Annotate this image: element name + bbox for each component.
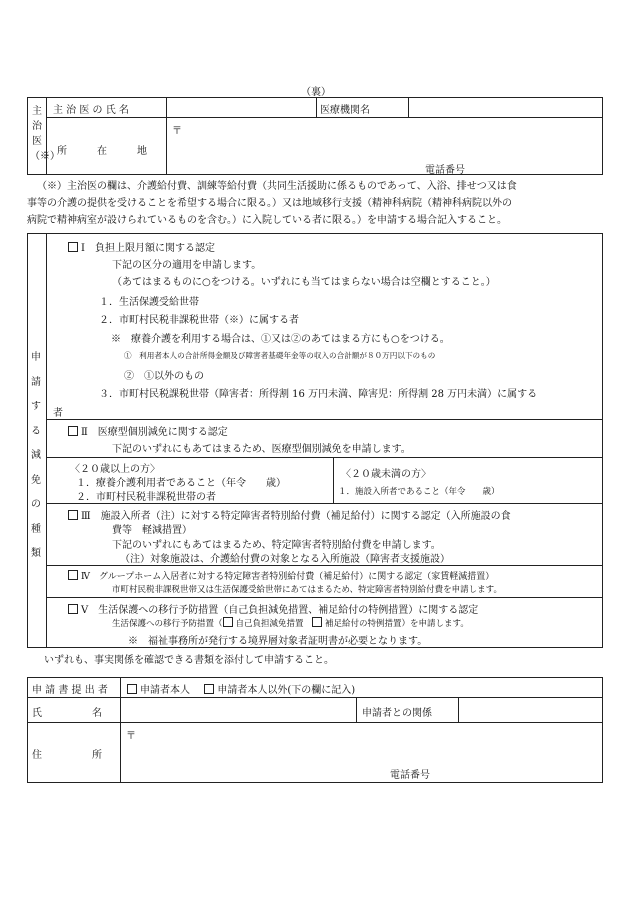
relation-label: 申請者との関係 [362,708,432,719]
applicant-name-field[interactable] [122,699,354,720]
doctor-note-line-1: （※）主治医の欄は、介護給付費、訓練等給付費（共同生活援助に係るものであって、入浴、排せつ又は食 [37,181,517,192]
applicant-name-label: 氏 名 [32,708,102,719]
institution-label: 医療機関名 [320,105,370,116]
attachment-note: いずれも、事実関係を確認できる書類を添付して申請すること。 [44,655,334,666]
doctor-note-line-2: 事等の介護の提供を受けることを希望する場合に限る。）又は地域移行支援（精神科病院（精神科病院以外の [27,198,512,209]
reduction-side-label: 申請する減免の種類 [31,352,41,559]
self-pay-reduction-checkbox[interactable] [223,617,233,627]
section-4-title [68,569,494,582]
section-5-line-1-a: 生活保護への移行予防措置（ [112,619,223,629]
doctor-address-label: 所 在 地 [57,146,147,157]
section-3-title-cont: 費等 軽減措置） [112,525,192,536]
doctor-side-label: 主治医（※） [30,106,60,162]
doctor-note-line-3: 病院で精神病室が設けられているものを含む。）に入院している者に限る。）を申請する場合記入すること。 [27,215,507,226]
section-1-title [68,239,215,254]
section-1-line-2: （あてはまるものに○をつける。いずれにも当てはまらない場合は空欄とすること。） [112,277,496,288]
section-1-item-3[interactable]: ３．市町村民税課税世帯（障害者：所得割 16 万円未満、障害児：所得割 28 万円未満）に属する [99,389,538,400]
section-5-checkbox[interactable] [68,604,78,614]
section-5-line-1-c: 補足給付の特例措置）を申請します。 [325,619,469,629]
doctor-phone-label: 電話番号 [425,165,465,176]
section-3-checkbox[interactable] [68,510,78,520]
section-2-line-1: 下記のいずれにもあてはまるため、医療型個別減免を申請します。 [112,444,411,455]
section-1-item-2[interactable]: ２．市町村民税非課税世帯（※）に属する者 [99,315,299,326]
relation-field[interactable] [460,699,600,720]
section-1-title-text: Ⅰ 負担上限月額に関する認定 [81,243,215,254]
section-2-checkbox[interactable] [68,426,78,436]
section-1-checkbox[interactable] [68,242,78,252]
section-1-sub-2[interactable]: ② ①以外のもの [124,371,204,382]
section-5-line-1 [112,617,469,629]
applicant-postal-mark: 〒 [126,731,136,742]
submitter-label: 申 請 書 提 出 者 [32,685,108,696]
supplementary-special-checkbox[interactable] [312,617,322,627]
section-1-item-1[interactable]: １．生活保護受給世帯 [99,297,199,308]
applicant-phone-label: 電話番号 [390,770,430,781]
applicant-address-field[interactable] [122,724,600,764]
doctor-address-field[interactable] [168,119,598,157]
section-1-item-3-cont: 者 [53,408,63,419]
section-1-note: ※ 療養介護を利用する場合は、①又は②のあてはまる方にも○をつける。 [111,334,450,345]
submitter-self-label: 申請者本人 [140,685,190,696]
section-5-title [68,601,478,616]
section-1-line-1: 下記の区分の適用を申請します。 [112,260,262,271]
section-2-title-text: Ⅱ 医療型個別減免に関する認定 [81,427,228,438]
doctor-postal-mark: 〒 [172,126,182,137]
section-4-checkbox[interactable] [68,570,78,580]
section-3-title-text: Ⅲ 施設入所者（注）に対する特定障害者特別給付費（補足給付）に関する認定（入所施設の食 [81,511,511,522]
over20-item-2[interactable]: ２．市町村民税非課税世帯の者 [76,492,216,503]
section-3-note: （注）対象施設は、介護給付費の対象となる入所施設（障害者支援施設） [120,554,450,565]
section-2-title [68,423,228,438]
over20-title: 〈２０歳以上の方〉 [70,464,160,475]
section-5-title-text: Ⅴ 生活保護への移行予防措置（自己負担減免措置、補足給付の特例措置）に関する認定 [81,605,479,616]
submitter-options [127,681,355,696]
doctor-name-label: 主 治 医 の 氏 名 [53,105,129,116]
section-4-title-text: Ⅳ グループホーム入居者に対する特定障害者特別給付費（補足給付）に関する認定（家賃軽減措置） [81,572,495,582]
submitter-self-checkbox[interactable] [127,684,137,694]
submitter-other-label: 申請者本人以外(下の欄に記入) [217,685,356,696]
under20-item-1[interactable]: １．施設入所者であること（年令 歳） [338,487,500,497]
applicant-address-label: 住 所 [32,750,102,761]
section-4-line-1: 市町村民税非課税世帯又は生活保護受給世帯にあてはまるため、特定障害者特別給付費を申請します。 [112,585,502,595]
section-1-sub-1[interactable]: ① 利用者本人の合計所得金額及び障害者基礎年金等の収入の合計額が８０万円以下のもの [124,351,436,360]
doctor-name-field[interactable] [168,98,314,116]
section-3-line-1: 下記のいずれにもあてはまるため、特定障害者特別給付費を申請します。 [112,540,441,551]
over20-item-1[interactable]: １．療養介護利用者であること（年令 歳） [76,478,286,489]
section-3-title [68,507,511,522]
under20-title: 〈２０歳未満の方〉 [341,469,431,480]
section-5-note: ※ 福祉事務所が発行する境界層対象者証明書が必要となります。 [128,636,428,647]
section-5-line-1-b: 自己負担減免措置 [235,619,313,629]
institution-field[interactable] [410,98,600,116]
submitter-other-checkbox[interactable] [204,684,214,694]
page-side-label: （裏） [301,87,331,98]
